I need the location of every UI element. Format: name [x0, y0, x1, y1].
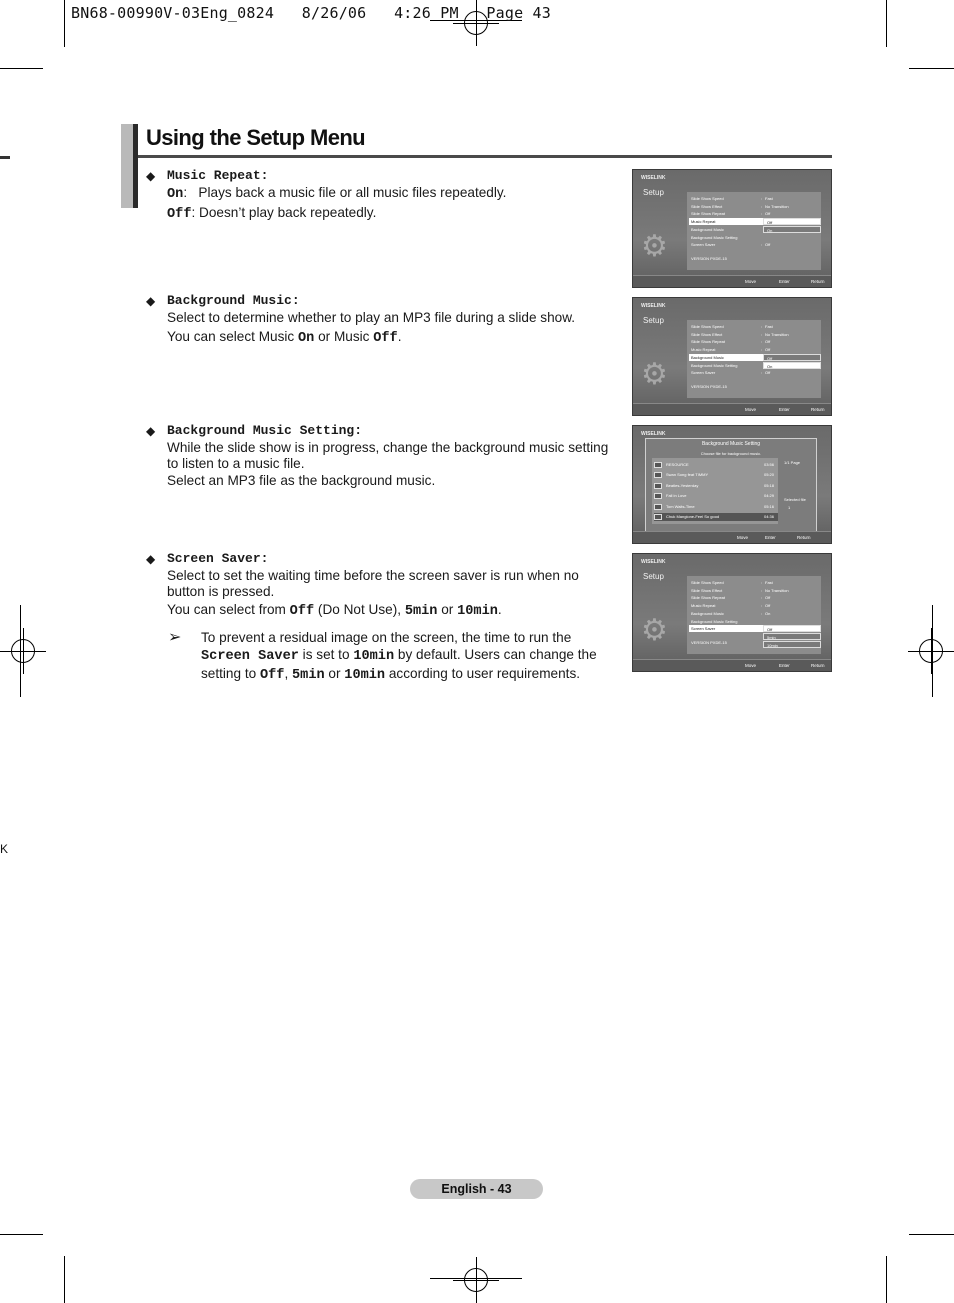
body-text [167, 329, 618, 348]
crop-mark [886, 1256, 887, 1303]
menu-row-colon: : [761, 196, 763, 201]
crop-mark [886, 0, 887, 47]
enter-hint: Enter [779, 663, 790, 668]
section-music-repeat [146, 168, 618, 224]
popup-option[interactable]: 10min [763, 641, 821, 648]
music-file-item[interactable] [654, 513, 778, 521]
option-line [167, 205, 618, 224]
section-heading: Music Repeat: [167, 168, 269, 183]
music-file-name: Chuk Mangione-Feel So good [666, 514, 720, 519]
wiselink-logo: WISELINK [641, 559, 666, 565]
section-heading: Background Music: [167, 293, 300, 308]
move-hint: Move [737, 535, 749, 540]
return-hint: Return [797, 535, 811, 540]
menu-row-value: No Transition [765, 587, 789, 593]
text-run: by default. Users can change the setting to [201, 647, 597, 681]
popup-option[interactable]: On [763, 226, 821, 233]
crop-mark [64, 0, 65, 47]
keyword: 5min [404, 603, 438, 619]
menu-row-value: Fast [765, 324, 773, 329]
note-text [201, 629, 620, 684]
body-text: Select an MP3 file as the background music. [167, 472, 436, 488]
menu-row-label: Background Music Setting [691, 618, 738, 624]
dialog-subtitle: Choose file for background music. [700, 451, 762, 456]
note [168, 629, 620, 684]
return-hint: Return [811, 663, 825, 668]
music-note-icon [654, 514, 662, 520]
music-note-icon [654, 483, 662, 489]
return-hint: Return [811, 407, 825, 412]
music-file-duration: 03:56 [763, 462, 774, 467]
setup-label: Setup [643, 316, 664, 325]
keyword: 10min [353, 649, 395, 664]
menu-row-value: No Transition [765, 331, 789, 337]
gear-icon: ⚙ [641, 230, 668, 263]
body-text: Select to determine whether to play an MP3 file during a slide show. [167, 309, 576, 325]
version-label: VERSION PXDE-15 [691, 256, 727, 261]
popup-option[interactable]: Off [763, 625, 821, 632]
menu-row-label: Slide Show Effect [691, 587, 723, 593]
text-run: (Do Not Use), [314, 601, 405, 617]
music-file-name: Swan Song feat TIMMY [666, 472, 709, 478]
menu-row-label: Background Music [691, 610, 724, 616]
setup-label: Setup [643, 572, 664, 581]
music-file-item[interactable] [654, 461, 778, 469]
menu-row-label: Background Music [691, 226, 724, 232]
option-line [167, 185, 618, 204]
music-note-icon [654, 493, 662, 499]
keyword: 10min [344, 668, 386, 683]
keyword: Screen Saver [201, 649, 299, 664]
menu-row[interactable] [689, 602, 819, 609]
crop-mark [64, 1256, 65, 1303]
diamond-bullet-icon: ◆ [146, 552, 156, 566]
selected-file-label: Selected file [784, 497, 806, 502]
selected-file-count: 1 [788, 505, 791, 510]
text-run: . [497, 601, 502, 617]
menu-row[interactable] [689, 618, 819, 625]
menu-row-colon: : [761, 603, 763, 609]
menu-row[interactable] [689, 234, 819, 241]
body-text: Select to set the waiting time before the screen saver is run when no button is pressed. [167, 567, 579, 599]
folder-icon [654, 462, 662, 468]
menu-row[interactable] [689, 195, 819, 202]
diamond-bullet-icon: ◆ [146, 294, 156, 308]
menu-row-label: Background Music Setting [691, 234, 738, 240]
text-run: . [397, 329, 402, 344]
diamond-bullet-icon: ◆ [146, 169, 156, 183]
tv-footer [633, 659, 831, 671]
section-background-music-setting [146, 423, 618, 489]
menu-row[interactable] [689, 331, 819, 338]
menu-row-label: Screen Saver [691, 626, 716, 632]
menu-row-label: Slide Show Effect [691, 331, 723, 337]
text-run: according to user requirements. [385, 666, 581, 681]
music-file-name: Fall in Love [666, 493, 687, 499]
crop-mark [0, 1234, 43, 1235]
music-note-icon [654, 504, 662, 510]
menu-row-colon: : [761, 587, 763, 593]
menu-row-colon: : [761, 324, 763, 329]
menu-row-label: Music Repeat [691, 219, 716, 225]
title-rule [138, 155, 832, 158]
menu-row-label: Screen Saver [691, 370, 716, 376]
print-slug: BN68-00990V-03Eng_0824 8/26/06 4:26 PM Page 43 [71, 4, 551, 22]
side-letter: K [0, 842, 9, 856]
menu-row-colon: : [761, 242, 763, 248]
menu-row[interactable] [689, 587, 819, 594]
music-file-item[interactable] [654, 482, 778, 490]
setup-label: Setup [643, 188, 664, 197]
music-file-duration: 04:36 [763, 514, 774, 519]
menu-row-label: Slide Show Repeat [691, 339, 726, 345]
menu-row-label: Slide Show Repeat [691, 595, 726, 601]
menu-row[interactable] [689, 579, 819, 586]
menu-row-value: Fast [765, 196, 773, 201]
menu-row-colon: : [761, 211, 763, 217]
keyword: On [297, 331, 315, 346]
menu-row-colon: : [761, 203, 763, 209]
option-key: On [167, 186, 184, 202]
text-run: or [324, 666, 345, 681]
music-file-name: Tom Waits-Time [666, 503, 695, 509]
edge-tab [0, 156, 10, 159]
menu-row-value: Off [765, 242, 771, 248]
registration-mark [908, 628, 954, 674]
version-label: VERSION PXDE-15 [691, 384, 727, 389]
menu-row-colon: : [761, 331, 763, 337]
dialog-title: Background Music Setting [701, 441, 761, 447]
menu-row[interactable] [689, 338, 819, 345]
text-run: or [437, 601, 458, 617]
music-file-list [652, 458, 778, 524]
menu-row-label: Slide Show Effect [691, 203, 723, 209]
music-file-item[interactable] [654, 492, 778, 500]
music-file-item[interactable] [654, 471, 778, 479]
tv-screen-background-music-setting [632, 425, 832, 544]
menu-row-value: Off [765, 370, 771, 376]
text-run: You can select Music [167, 329, 298, 344]
menu-row[interactable] [689, 594, 819, 601]
registration-mark [0, 628, 46, 674]
registration-mark [453, 1257, 499, 1303]
menu-row-value: Off [765, 339, 771, 345]
crop-mark [909, 68, 954, 69]
menu-row-label: Music Repeat [691, 603, 716, 609]
move-hint: Move [745, 663, 757, 668]
music-file-name: Beatles-Yesterday [666, 482, 699, 488]
title-accent-bar-dark [133, 124, 138, 208]
menu-row-label: Slide Show Speed [691, 580, 724, 585]
menu-row-colon: : [761, 347, 763, 353]
menu-row-value: No Transition [765, 203, 789, 209]
keyword: 5min [292, 668, 325, 683]
tv-footer [633, 275, 831, 287]
tv-screen-screen-saver [632, 553, 832, 672]
section-heading: Screen Saver: [167, 551, 269, 566]
menu-row-label: Slide Show Repeat [691, 211, 726, 217]
keyword: Off [373, 331, 398, 346]
keyword: Off [289, 603, 315, 619]
menu-row-value: Fast [765, 580, 773, 585]
section-background-music [146, 293, 618, 348]
menu-row-colon: : [761, 339, 763, 345]
diamond-bullet-icon: ◆ [146, 424, 156, 438]
page-title: Using the Setup Menu [146, 125, 366, 150]
music-file-dialog [645, 438, 817, 532]
gear-icon: ⚙ [641, 358, 668, 391]
section-heading: Background Music Setting: [167, 423, 363, 438]
menu-row[interactable] [689, 203, 819, 210]
music-file-name: RESOURCE [666, 462, 689, 467]
text-run: , [284, 666, 292, 681]
move-hint: Move [745, 279, 757, 284]
menu-row-label: Background Music [691, 354, 724, 360]
option-desc: : Doesn’t play back repeatedly. [191, 205, 377, 220]
option-desc: : Plays back a music file or all music files repeatedly. [183, 184, 507, 200]
text-run: You can select from [167, 601, 290, 617]
menu-row[interactable] [689, 346, 819, 353]
body-text: While the slide show is in progress, change the background music setting to listen to a music file. [167, 439, 609, 471]
menu-row-value: Off [765, 211, 771, 217]
body-text [167, 602, 618, 621]
enter-hint: Enter [779, 279, 790, 284]
keyword: 10min [457, 603, 498, 619]
music-file-duration: 04:29 [763, 493, 774, 499]
menu-row-value: On [765, 610, 771, 616]
music-file-duration: 05:18 [763, 482, 774, 488]
popup-option[interactable]: 5min [763, 633, 821, 640]
text-run: To prevent a residual image on the screen, the time to run the [201, 630, 572, 645]
wiselink-logo: WISELINK [641, 303, 666, 309]
enter-hint: Enter [779, 407, 790, 412]
menu-row-colon: : [761, 580, 763, 585]
menu-row-colon: : [761, 595, 763, 601]
menu-row-value: Off [765, 603, 771, 609]
menu-row[interactable] [689, 323, 819, 330]
keyword: Off [259, 668, 285, 683]
menu-row-value: Off [765, 347, 771, 353]
popup-option[interactable]: Off [763, 218, 821, 225]
menu-row-label: Slide Show Speed [691, 324, 724, 329]
wiselink-logo: WISELINK [641, 431, 666, 437]
enter-hint: Enter [765, 535, 776, 540]
music-file-duration: 05:16 [763, 503, 774, 509]
music-file-duration: 05:20 [763, 472, 774, 478]
text-run: or Music [314, 329, 374, 344]
music-file-item[interactable] [654, 503, 778, 511]
wiselink-logo: WISELINK [641, 175, 666, 181]
popup-option[interactable]: Off [763, 354, 821, 361]
menu-row[interactable] [689, 210, 819, 217]
note-arrow-icon: ➢ [168, 629, 182, 646]
popup-option[interactable]: On [763, 362, 821, 369]
tv-screen-background-music [632, 297, 832, 416]
crop-mark [0, 68, 43, 69]
menu-row[interactable] [689, 369, 819, 376]
music-note-icon [654, 472, 662, 478]
tv-footer [633, 403, 831, 415]
menu-row-value: Off [765, 595, 771, 601]
section-screen-saver [146, 551, 618, 620]
page-number: English - 43 [410, 1179, 543, 1199]
tv-screen-music-repeat [632, 169, 832, 288]
menu-row[interactable] [689, 241, 819, 248]
tv-footer [633, 531, 831, 543]
return-hint: Return [811, 279, 825, 284]
menu-row-label: Background Music Setting [691, 362, 738, 368]
page-indicator: 1/1 Page [784, 460, 801, 465]
menu-row-colon: : [761, 370, 763, 376]
version-label: VERSION PXDE-15 [691, 640, 727, 645]
option-key: Off [167, 207, 192, 222]
menu-row-label: Music Repeat [691, 347, 716, 353]
menu-row-label: Screen Saver [691, 242, 716, 248]
move-hint: Move [745, 407, 757, 412]
text-run: is set to [298, 647, 354, 662]
gear-icon: ⚙ [641, 614, 668, 647]
crop-mark [909, 1234, 954, 1235]
menu-row[interactable] [689, 610, 819, 617]
menu-row-label: Slide Show Speed [691, 196, 724, 201]
menu-row-colon: : [761, 610, 763, 616]
